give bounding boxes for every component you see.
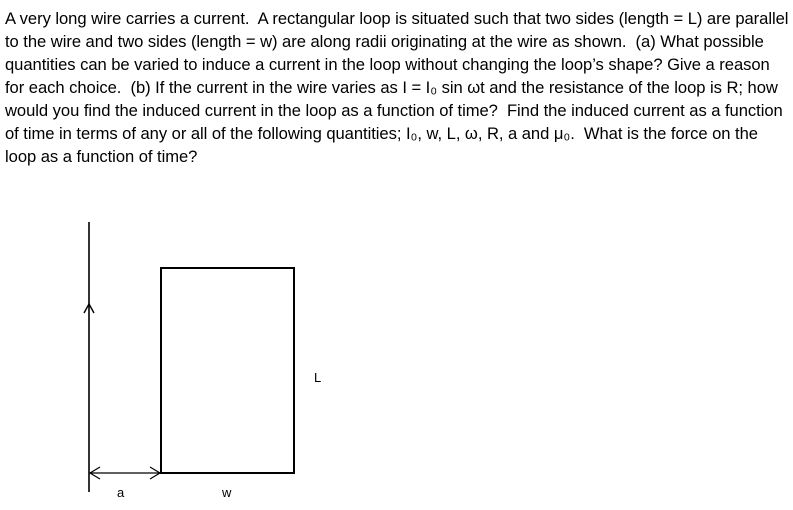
- rectangular-loop: [161, 268, 294, 473]
- label-L: L: [314, 370, 322, 385]
- problem-text: A very long wire carries a current. A rectangular loop is situated such that two sides (length = L) are parallel to the wire and two sides (length = w) are along radii originating at the wire as shown. (a) What possible quantities can be varied to induce a current in the loop without changing the loop’s shape? Give a reason for each choice. (b) If the current in the wire varies as I = I₀ sin ωt and the resistance of the loop is R; how would you find the induced current in the loop as a function of time? Find the induced current as a function of time in terms of any or all of the following quantities; I₀, w, L, ω, R, a and μ₀. What is the force on the loop as a function of time?: [5, 9, 793, 166]
- label-a: a: [117, 485, 125, 500]
- label-w: w: [222, 485, 232, 500]
